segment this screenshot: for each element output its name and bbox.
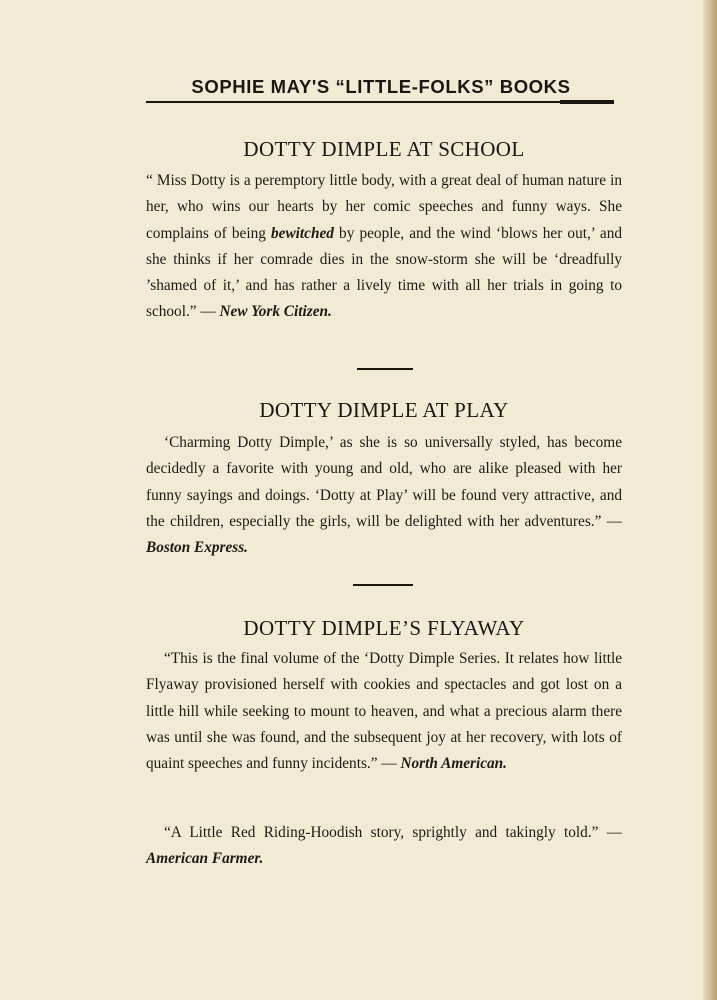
- section-title-flyaway: DOTTY DIMPLE’S FLYAWAY: [243, 616, 525, 640]
- review-at-play: [146, 430, 622, 561]
- review-source: American Farmer.: [146, 850, 264, 868]
- review-text: “A Little Red Riding-Hoodish story, sprightly and takingly told.” —: [164, 824, 622, 841]
- review-source: North American.: [400, 755, 507, 773]
- review-text: “ Miss Dotty is a peremptory little body, with a great deal of human nature in her, who wins our hearts by her comic speeches and funny ways. She complains of being: [146, 172, 622, 242]
- series-header: SOPHIE MAY'S “LITTLE-FOLKS” BOOKS: [191, 76, 571, 97]
- header-rule: [146, 101, 614, 103]
- section-divider: [353, 584, 413, 586]
- review-text: ‘Charming Dotty Dimple,’ as she is so universally styled, has become decidedly a favorite with young and old, who are alike pleased with her funny sayings and doings. ‘Dotty at Play’ will be found very attractive, and the children, especially the girls, will be delighted with her adventures.” —: [146, 434, 622, 530]
- review-flyaway: [146, 646, 622, 777]
- review-emphasis: bewitched: [271, 224, 334, 242]
- review-text-continued: by people, and the wind ‘blows her out,’ and she thinks if her comrade dies in the snow-storm she will be ‘dreadfully ’shamed of it,’ and has rather a lively time with all her trials in going to school.” —: [146, 224, 622, 321]
- review-flyaway-second: [146, 820, 622, 873]
- review-source: Boston Express.: [146, 539, 249, 557]
- section-title-at-school: DOTTY DIMPLE AT SCHOOL: [243, 137, 525, 161]
- section-title-at-play: DOTTY DIMPLE AT PLAY: [259, 398, 509, 422]
- review-source: New York Citizen.: [219, 303, 332, 321]
- page-edge: [703, 0, 717, 1000]
- section-divider: [357, 368, 413, 370]
- review-text: “This is the final volume of the ‘Dotty Dimple Series. It relates how little Flyaway provisioned herself with cookies and spectacles and got lost on a little hill while seeking to mount to heaven, and what a precious alarm there was until she was found, and the subsequent joy at her recovery, with lots of quaint speeches and funny incidents.” —: [146, 650, 622, 773]
- header-rule-heavy: [560, 100, 614, 104]
- review-at-school: [146, 168, 622, 326]
